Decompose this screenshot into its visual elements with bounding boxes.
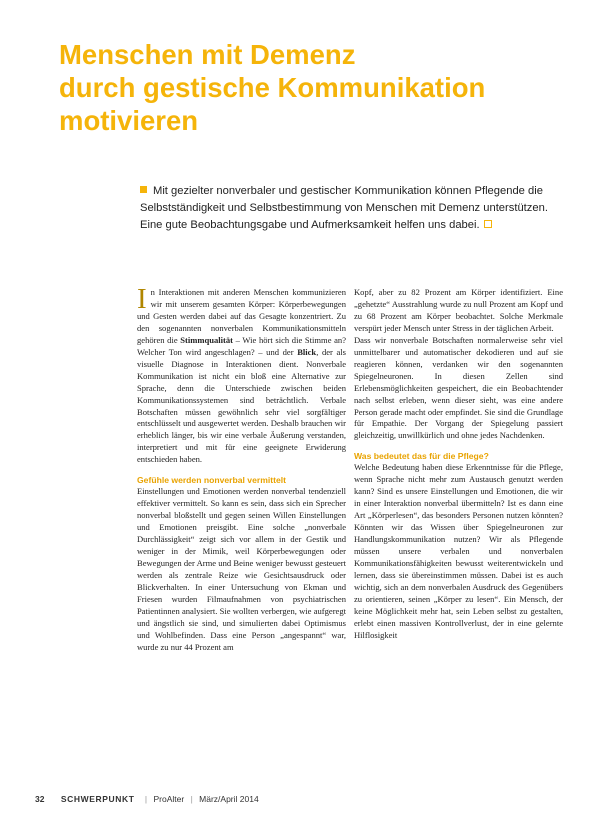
issue-date: März/April 2014: [199, 794, 259, 804]
intro-text-c: , der als visuelle Diagnose in Interaktionen dient. Nonverbale Kommunikation ist nicht ein bloß eine Alternative zur Sprache, denn die Unterschiede zwischen beiden Kommunikationssystemen sind beträchtlich. Verbale Botschaften müssen gewöhnlich sehr viel sorgfältiger entschlüsselt und ausgewertet werden. Deshalb brauchen wir erheblich länger, bis wir eine verbale Äußerung verstanden, interpretiert und mit für eine geeignete Erwiderung entschieden haben.: [137, 346, 346, 465]
title-line-3: motivieren: [59, 105, 199, 136]
subheading-pflege: Was bedeutet das für die Pflege?: [354, 451, 489, 462]
drop-cap: I: [137, 283, 147, 315]
title-line-1: Menschen mit Demenz: [59, 39, 356, 70]
page-number: 32: [35, 794, 45, 804]
end-square-icon: [484, 220, 492, 228]
keyword-stimmqualitaet: Stimmqualität: [180, 334, 233, 345]
paragraph-body-3: Welche Bedeutung haben diese Erkenntnisse für die Pflege, wenn Sprache nicht mehr zum Austausch genutzt werden kann? Sind es unsere Einstellungen und Emotionen, die wir in einer Interaktion nonverbal übermitteln? Ist es dann eine Art „Körperlesen“, das besonders Personen nutzen könnten? Könnten wir das Wissen über Spiegelneuronen zur Handlungskommunikation nutzen? Wir als Pflegende müssen unsere verbalen und nonverbalen Kommunikationsfähigkeiten bewusst weiterentwickeln und lernen, dass sie übereinstimmen müssen. Dabei ist es auch wichtig, sich an dem nonverbalen Ausdruck des Gegenübers zu orientieren, seinen „Körper zu lesen“. Ein Mensch, der keine Möglichkeit mehr hat, sein Leben selbst zu gestalten, erlebt einen massiven Kontrollverlust, der in eine gelernte Hilflosigkeit: [354, 462, 563, 640]
subheading-gefuehle: Gefühle werden nonverbal vermittelt: [137, 475, 286, 486]
paragraph-emotions: Einstellungen und Emotionen werden nonverbal tendenziell effektiver vermittelt. So kann es sein, dass sich ein Sprecher nonverbal bloßstellt und gegen seinen Willen Einstellungen und Emotionen preisgibt. Eine solche „nonverbale Durchlässigkeit“ zeigt sich vor allem in der Gestik und weniger in der Mimik, weil Körperbewegungen oder Bewegungen der Arme und Beine weniger bewusst gesteuert werden als zentrale Reize wie Gesichtsausdruck oder Blickverhalten. In einer Untersuchung von Ekman und Friesen wurden Filmaufnahmen von psychiatrischen Patientinnen analysiert. Sie wollten verbergen, wie aufgeregt und ängstlich sie sind, und simulierten dabei Optimismus und Wohlbefinden. Dass eine Person „angespannt“ war, wurde zu nur 44 Prozent am: [137, 486, 346, 652]
column-right: [354, 287, 563, 642]
lead-paragraph: [140, 183, 570, 234]
page-footer: [35, 794, 259, 804]
title-line-2: durch gestische Kommunikation: [59, 72, 486, 103]
paragraph-body-2: Dass wir nonverbale Botschaften normalerweise sehr viel unmittelbarer und automatischer dekodieren und auf sie reagieren können, verdanken wir den sogenannten Spiegelneuronen. In diesen Zellen sind Erlebensmöglichkeiten gespeichert, die ein Beobachtender nach selbst erleben, wenn dieser sieht, was eine andere Person gerade macht oder empfindet. Sie sind die Grundlage für Empathie. Der Vorgang der Spiegelung passiert gleichzeitig, unwillkürlich und ohne jedes Nachdenken.: [354, 334, 563, 441]
footer-separator-2: |: [190, 794, 193, 804]
section-name: SCHWERPUNKT: [60, 794, 135, 804]
intro-text-a: n Interaktionen mit anderen Menschen kommunizieren wir mit unserem gesamten Körper: Körperbewegungen und Gesten werden dabei auf das Gesagte konzentriert. Zu den sogenannten nonverbalen Kommunikationsmitteln gehören die: [137, 287, 346, 345]
paragraph-body-1: Kopf, aber zu 82 Prozent am Körper identifiziert. Eine „gehetzte“ Ausstrahlung wurde zu null Prozent am Kopf und zu 68 Prozent am Körper beobachtet. Solche Merkmale verspürt jeder Mensch unter Stress in der täglichen Arbeit.: [354, 287, 563, 333]
paragraph-intro: [137, 283, 347, 466]
article-title: [59, 38, 579, 137]
keyword-blick: Blick: [297, 346, 317, 357]
intro-text-b: – Wie hört sich die Stimme an? Welcher Ton wird angeschlagen? – und der: [137, 334, 347, 357]
square-bullet-icon: [140, 186, 147, 193]
footer-separator-1: |: [144, 794, 148, 804]
lead-text: Mit gezielter nonverbaler und gestischer Kommunikation können Pflegende die Selbstständigkeit und Selbstbestimmung von Menschen mit Demenz unterstützen. Eine gute Beobachtungsgabe und Aufmerksamkeit helfen uns dabei.: [140, 185, 548, 231]
column-left: [137, 283, 347, 654]
magazine-name: ProAlter: [153, 794, 185, 804]
